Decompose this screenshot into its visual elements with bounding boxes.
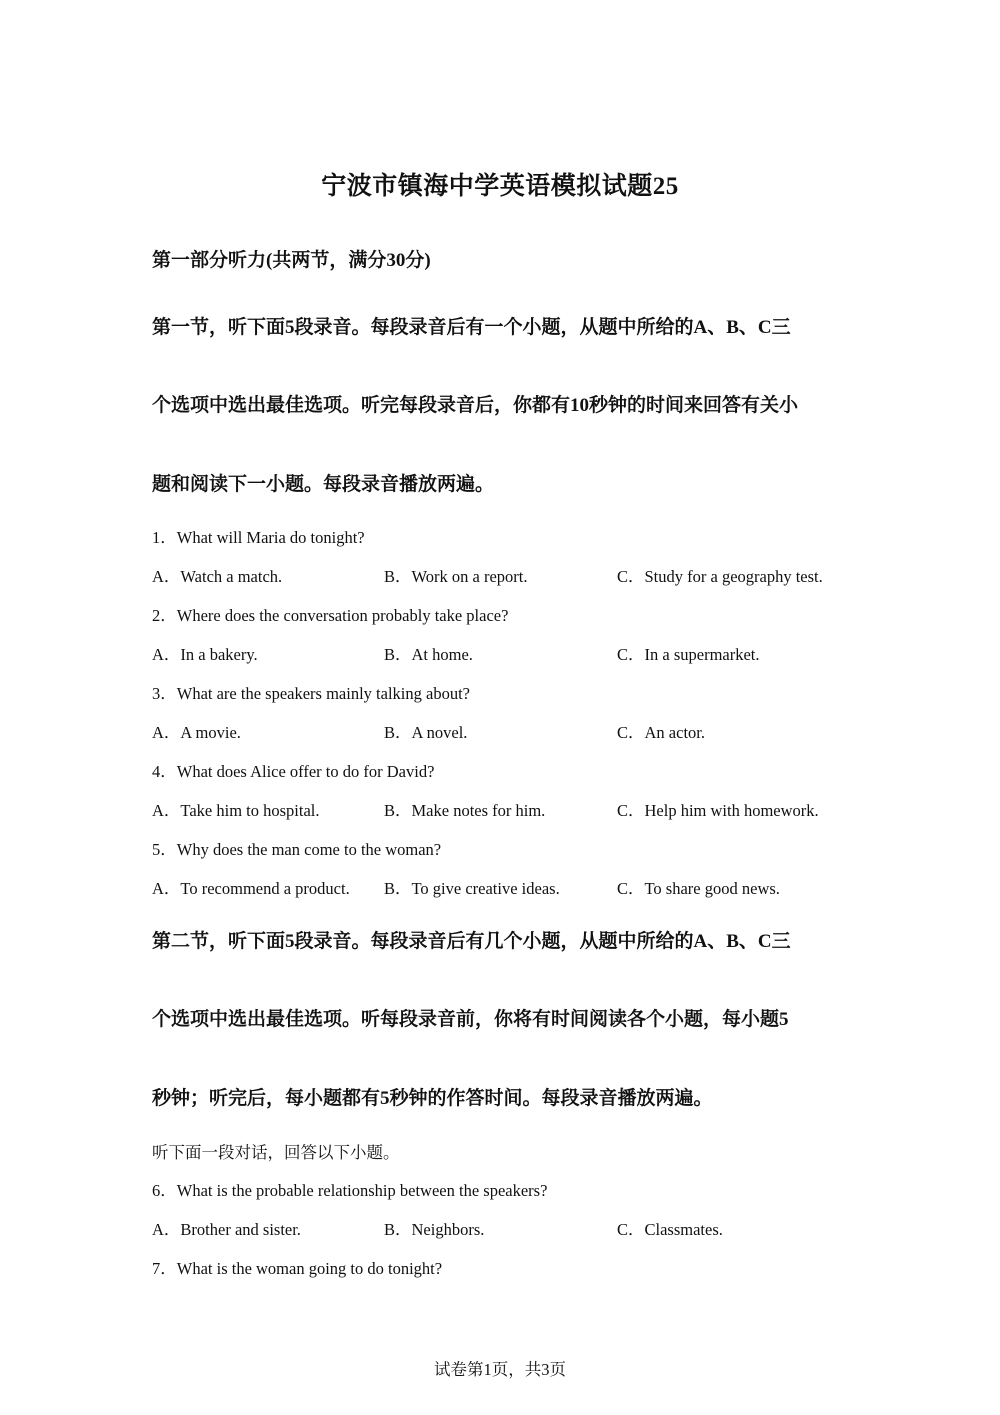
section1-instructions-line-1: 第一节，听下面5段录音。每段录音后有一个小题，从题中所给的A、B、C三 <box>152 317 791 338</box>
question-1: 1．What will Maria do tonight? <box>152 528 365 547</box>
part1-heading: 第一部分听力(共两节，满分30分) <box>152 250 431 271</box>
question-6: 6．What is the probable relationship between the speakers? <box>152 1181 548 1200</box>
question-2-option-a: A．In a bakery. <box>152 645 258 664</box>
question-3: 3．What are the speakers mainly talking about? <box>152 684 470 703</box>
section2-instructions-line-2: 个选项中选出最佳选项。听每段录音前，你将有时间阅读各个小题，每小题5 <box>152 1009 789 1030</box>
question-3-option-c: C．An actor. <box>617 723 705 742</box>
question-4: 4．What does Alice offer to do for David? <box>152 762 435 781</box>
question-6-option-a: A．Brother and sister. <box>152 1220 301 1239</box>
section2-instructions-line-3: 秒钟；听完后，每小题都有5秒钟的作答时间。每段录音播放两遍。 <box>152 1088 713 1109</box>
dialogue-intro: 听下面一段对话，回答以下小题。 <box>152 1143 400 1162</box>
question-2: 2．Where does the conversation probably take place? <box>152 606 509 625</box>
question-6-option-b: B．Neighbors. <box>384 1220 485 1239</box>
question-1-option-b: B．Work on a report. <box>384 567 528 586</box>
section2-instructions-line-1: 第二节，听下面5段录音。每段录音后有几个小题，从题中所给的A、B、C三 <box>152 931 791 952</box>
question-5: 5．Why does the man come to the woman? <box>152 840 442 859</box>
question-2-option-b: B．At home. <box>384 645 473 664</box>
question-4-option-b: B．Make notes for him. <box>384 801 546 820</box>
page-footer: 试卷第1页，共3页 <box>434 1360 566 1379</box>
question-5-option-b: B．To give creative ideas. <box>384 879 560 898</box>
question-3-option-b: B．A novel. <box>384 723 468 742</box>
page-title: 宁波市镇海中学英语模拟试题25 <box>321 173 679 200</box>
question-3-option-a: A．A movie. <box>152 723 241 742</box>
question-7: 7．What is the woman going to do tonight? <box>152 1259 443 1278</box>
section1-instructions-line-2: 个选项中选出最佳选项。听完每段录音后，你都有10秒钟的时间来回答有关小 <box>152 395 799 416</box>
section1-instructions-line-3: 题和阅读下一小题。每段录音播放两遍。 <box>152 474 495 495</box>
question-1-option-a: A．Watch a match. <box>152 567 283 586</box>
question-5-option-a: A．To recommend a product. <box>152 879 350 898</box>
question-4-option-c: C．Help him with homework. <box>617 801 819 820</box>
question-2-option-c: C．In a supermarket. <box>617 645 760 664</box>
question-1-option-c: C．Study for a geography test. <box>617 567 823 586</box>
question-4-option-a: A．Take him to hospital. <box>152 801 320 820</box>
question-5-option-c: C．To share good news. <box>617 879 780 898</box>
question-6-option-c: C．Classmates. <box>617 1220 723 1239</box>
